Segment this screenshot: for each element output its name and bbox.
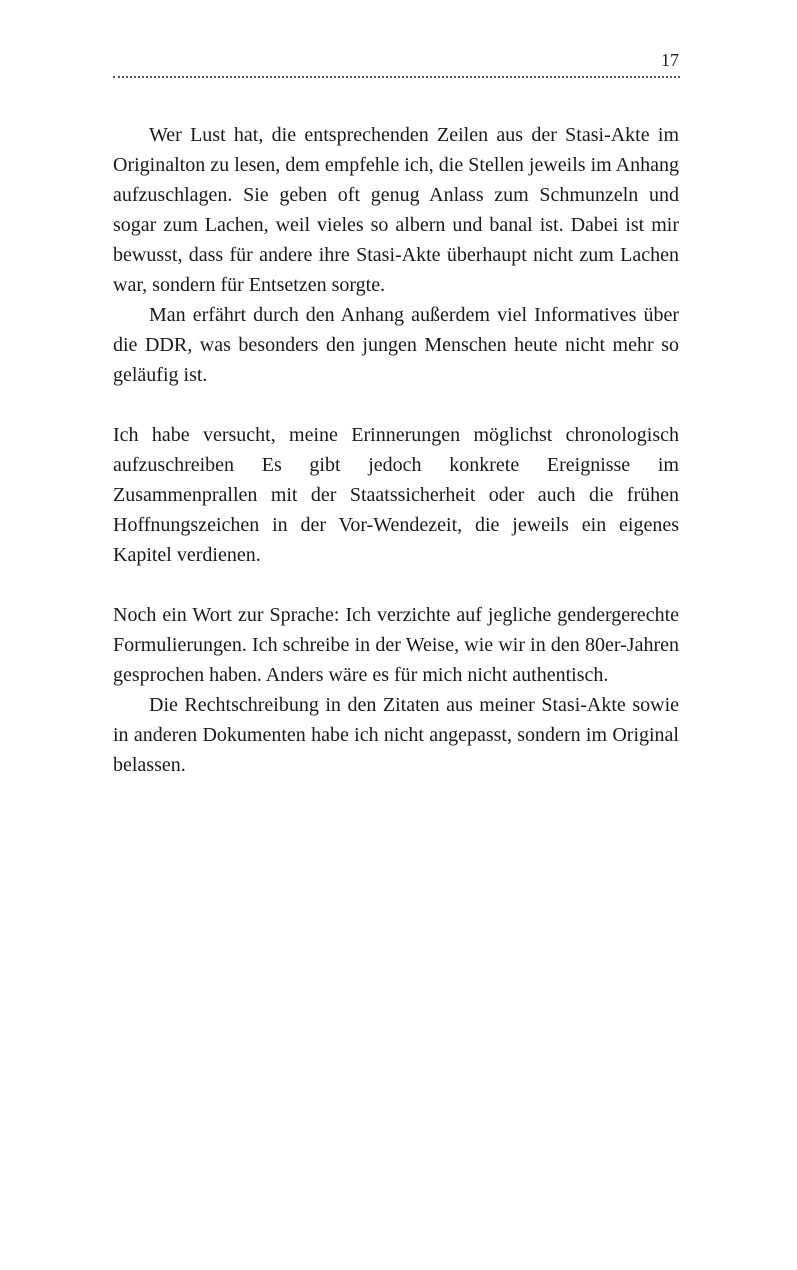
page-number: 17 [661, 50, 679, 70]
paragraph-1: Wer Lust hat, die entsprechenden Zeilen aus der Stasi-Akte im Originalton zu lesen, dem empfehle ich, die Stellen jeweils im Anhang aufzuschlagen. Sie geben oft genug Anlass zum Schmunzeln und sogar zum Lachen, weil vieles so albern und banal ist. Dabei ist mir bewusst, dass für andere ihre Stasi-Akte überhaupt nicht zum Lachen war, sondern für Entsetzen sorgte. [113, 124, 679, 296]
header-dotted-rule [113, 76, 680, 78]
paragraph-3: Ich habe versucht, meine Erinnerungen möglichst chronologisch aufzuschreiben Es gibt jedoch konkrete Ereignisse im Zusammenprallen mit der Staatssicherheit oder auch die frühen Hoffnungszeichen in der Vor-Wendezeit, die jeweils ein eigenes Kapitel verdienen. [113, 424, 679, 566]
body-text [113, 120, 679, 780]
paragraph-2: Man erfährt durch den Anhang außerdem viel Informatives über die DDR, was besonders den jungen Menschen heute nicht mehr so geläufig ist. [113, 304, 679, 386]
paragraph-4: Noch ein Wort zur Sprache: Ich verzichte auf jegliche gendergerechte Formulierungen. Ich schreibe in der Weise, wie wir in den 80er-Jahren gesprochen haben. Anders wäre es für mich nicht authentisch. [113, 604, 679, 686]
paragraph-5: Die Rechtschreibung in den Zitaten aus meiner Stasi-Akte sowie in anderen Dokumenten habe ich nicht angepasst, sondern im Original belassen. [113, 694, 679, 776]
